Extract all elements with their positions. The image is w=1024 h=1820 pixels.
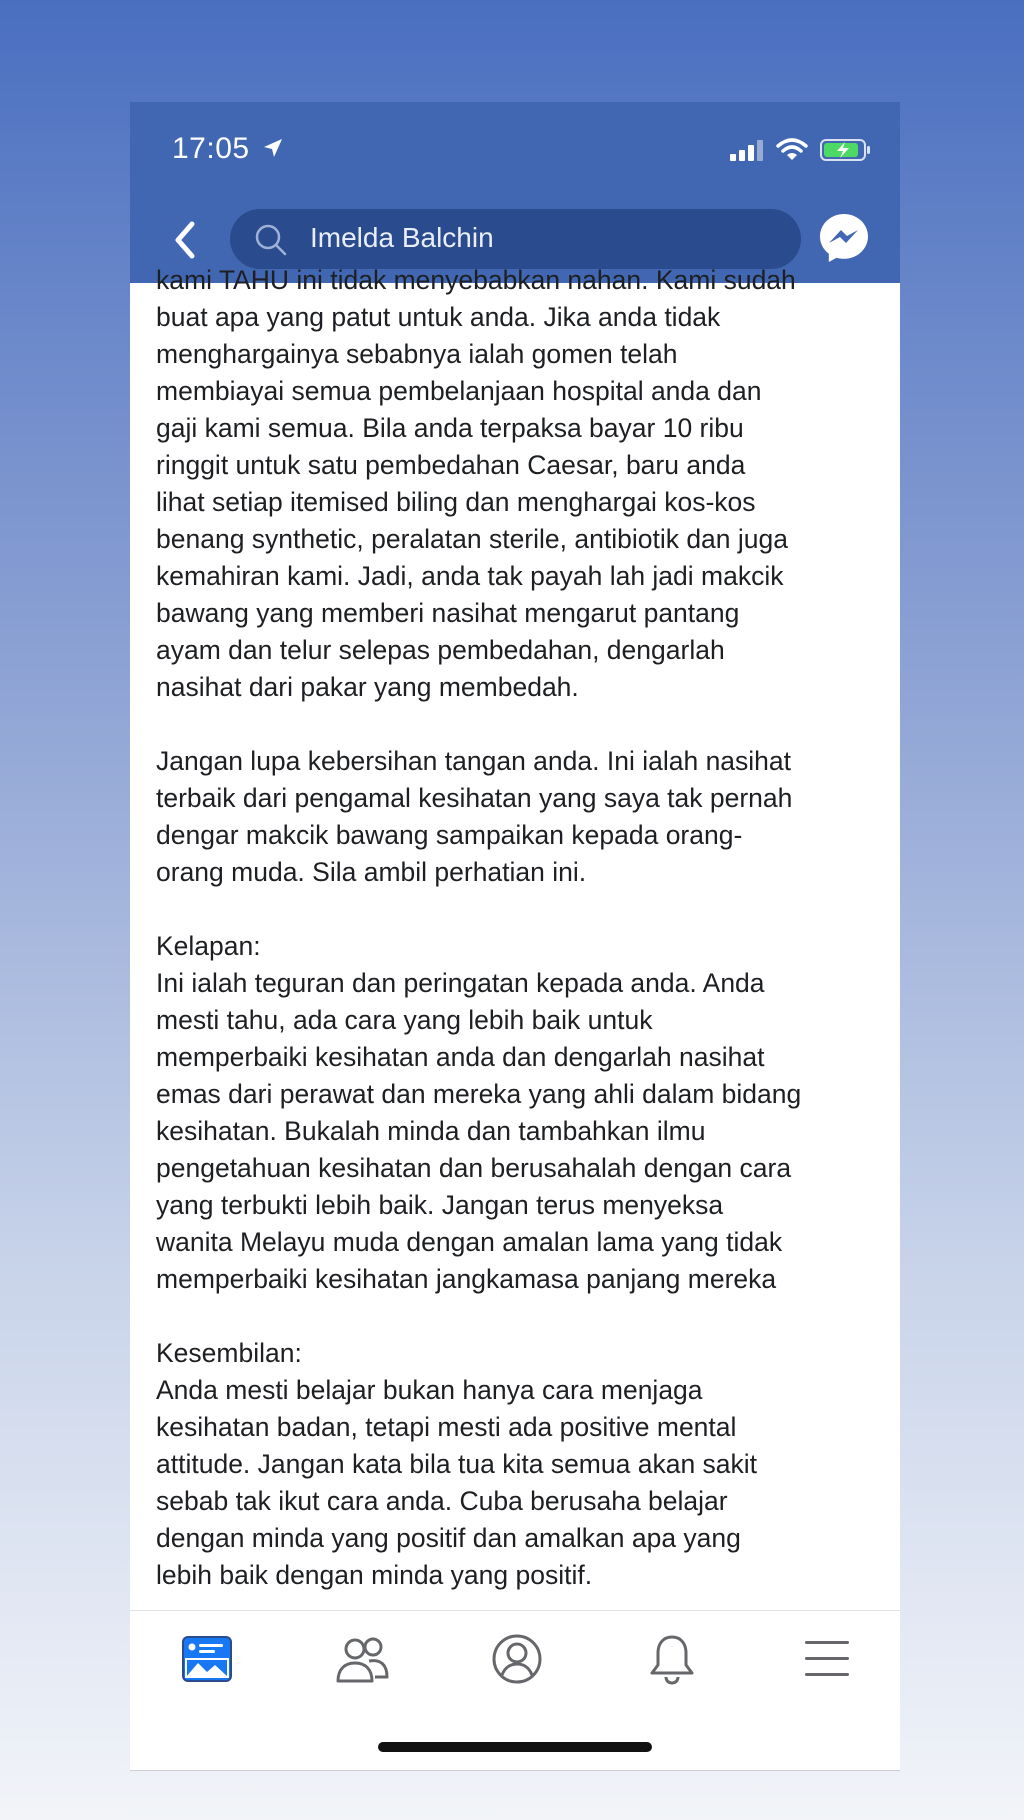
cellular-signal-icon	[730, 139, 764, 166]
search-bar[interactable]	[230, 209, 801, 269]
news-feed-icon	[182, 1635, 232, 1683]
menu-icon	[803, 1638, 851, 1680]
bottom-tab-bar	[130, 1610, 900, 1711]
home-indicator[interactable]	[378, 1742, 652, 1752]
status-bar-time	[172, 132, 284, 167]
post-paragraph: Jangan lupa kebersihan tangan anda. Ini ialah nasihat terbaik dari pengamal kesihatan yang saya tak pernah dengar makcik bawang sampaikan kepada orang- orang muda. Sila ambil perhatian ini.	[156, 746, 793, 887]
back-button[interactable]	[168, 220, 202, 260]
tab-friends[interactable]	[332, 1629, 392, 1689]
tab-news-feed[interactable]	[177, 1629, 237, 1689]
status-bar-icons	[730, 138, 872, 167]
phone-screen	[130, 102, 900, 1771]
section-heading: Kesembilan:	[156, 1338, 302, 1368]
location-arrow-icon	[262, 133, 284, 167]
section-heading: Kelapan:	[156, 931, 261, 961]
messenger-button[interactable]	[818, 212, 870, 264]
post-paragraph: Anda mesti belajar bukan hanya cara menjaga kesihatan badan, tetapi mesti ada positive mental attitude. Jangan kata bila tua kita semua akan sakit sebab tak ikut cara anda. Cuba berusaha belajar dengan minda yang positif dan amalkan apa yang lebih baik dengan minda yang positif.	[156, 1375, 758, 1590]
search-icon	[254, 223, 288, 262]
battery-charging-icon	[820, 138, 872, 167]
post-paragraph: kami TAHU ini tidak menyebabkan nahan. Kami sudah buat apa yang patut untuk anda. Jika anda tidak menghargainya sebabnya ialah gomen telah membiayai semua pembelanjaan hospital anda dan gaji kami semua. Bila anda terpaksa bayar 10 ribu ringgit untuk satu pembedahan Caesar, baru anda lihat setiap itemised biling dan menghargai kos-kos benang synthetic, peralatan sterile, antibiotik dan juga kemahiran kami. Jadi, anda tak payah lah jadi makcik bawang yang memberi nasihat mengarut pantang ayam dan telur selepas pembedahan, dengarlah nasihat dari pakar yang membedah.	[156, 265, 796, 702]
search-query-text[interactable]: Imelda Balchin	[310, 222, 494, 253]
profile-icon	[491, 1633, 543, 1685]
post-paragraph: Ini ialah teguran dan peringatan kepada anda. Anda mesti tahu, ada cara yang lebih baik untuk memperbaiki kesihatan anda dan dengarlah nasihat emas dari perawat dan mereka yang ahli dalam bidang kesihatan. Bukalah minda dan tambahkan ilmu pengetahuan kesihatan dan berusahalah dengan cara yang terbukti lebih baik. Jangan terus menyeksa wanita Melayu muda dengan amalan lama yang tidak memperbaiki kesihatan jangkamasa panjang mereka	[156, 968, 802, 1294]
tab-menu[interactable]	[797, 1629, 857, 1689]
wifi-icon	[776, 138, 808, 167]
app-header	[130, 102, 900, 283]
bell-icon	[648, 1633, 696, 1685]
tab-notifications[interactable]	[642, 1629, 702, 1689]
friends-icon	[335, 1635, 389, 1683]
messenger-icon	[818, 212, 870, 264]
clock-text: 17:05	[172, 132, 250, 165]
tab-profile[interactable]	[487, 1629, 547, 1689]
post-content	[130, 265, 900, 1603]
